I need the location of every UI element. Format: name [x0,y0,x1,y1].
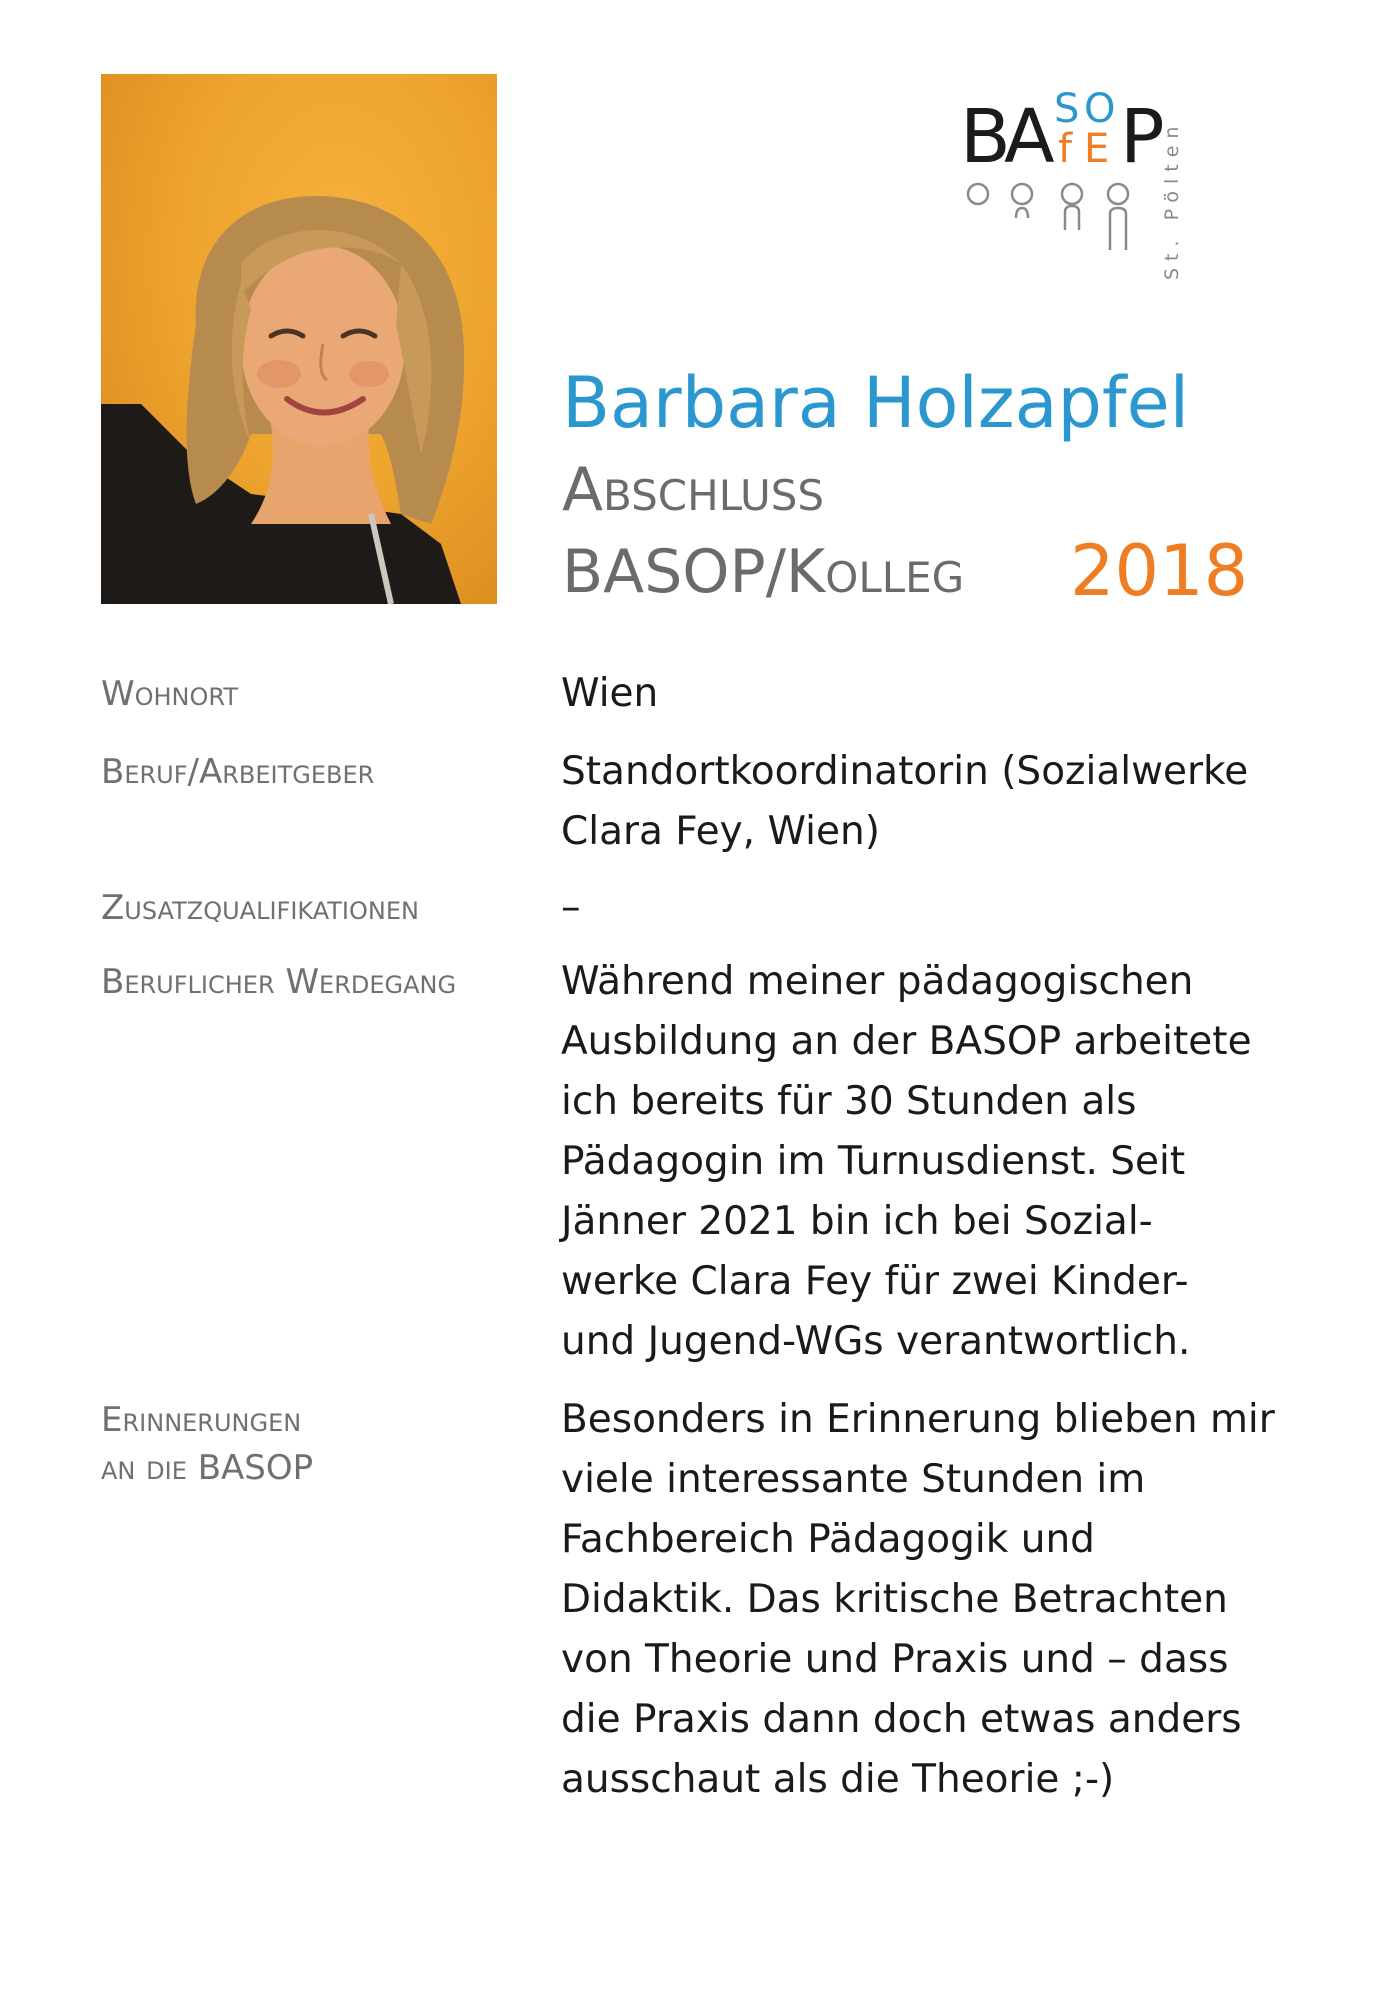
logo-location: St. Pölten [1161,119,1183,280]
person-name: Barbara Holzapfel [562,362,1190,444]
beruf-line: Standortkoordinatorin (Sozialwerke [561,749,1249,794]
erinnerungen-line: die Praxis dann doch etwas anders [561,1697,1242,1742]
beruf-value [561,742,1301,862]
erinnerungen-line: Fachbereich Pädagogik und [561,1517,1095,1562]
logo-letter-p: P [1120,94,1165,180]
portrait-photo [101,74,497,604]
zusatz-label: Zusatzqualifikationen [101,888,419,928]
logo-letter-b: B [960,94,1011,180]
werdegang-line: ich bereits für 30 Stunden als [561,1079,1137,1124]
erinnerungen-line: viele interessante Stunden im [561,1457,1146,1502]
erinnerungen-label [101,1396,541,1492]
erinnerungen-line: Didaktik. Das kritische Betrachten [561,1577,1228,1622]
wohnort-value: Wien [561,671,659,716]
erinnerungen-label-line: an die BASOP [101,1448,314,1488]
erinnerungen-value [561,1390,1301,1810]
wohnort-label: Wohnort [101,674,238,714]
basop-logo [960,70,1210,285]
logo-letter-s: S [1054,86,1080,132]
abschluss-heading: Abschluss [562,455,825,525]
erinnerungen-label-line: Erinnerungen [101,1400,302,1440]
beruf-line: Clara Fey, Wien) [561,809,880,854]
werdegang-line: Jänner 2021 bin ich bei Sozial- [561,1199,1153,1244]
werdegang-line: Während meiner pädagogischen [561,959,1194,1004]
logo-letter-f: f [1058,126,1073,172]
werdegang-line: Pädagogin im Turnusdienst. Seit [561,1139,1186,1184]
erinnerungen-line: von Theorie und Praxis und – dass [561,1637,1229,1682]
kolleg-heading: BASOP/Kolleg [562,537,965,607]
werdegang-line: und Jugend-WGs verantwortlich. [561,1319,1191,1364]
basop-logo-mark [960,70,1210,285]
logo-letter-o: O [1084,86,1116,132]
beruf-label: Beruf/Arbeitgeber [101,752,375,792]
graduation-year: 2018 [1070,530,1249,612]
erinnerungen-line: Besonders in Erinnerung blieben mir [561,1397,1275,1442]
zusatz-value: – [561,885,581,930]
logo-letter-e: E [1084,126,1110,172]
logo-letter-a: A [1004,94,1055,180]
werdegang-label: Beruflicher Werdegang [101,962,457,1002]
logo-figures [968,184,1128,250]
werdegang-value [561,952,1301,1372]
erinnerungen-line: ausschaut als die Theorie ;-) [561,1757,1115,1802]
portrait-illustration [101,74,497,604]
werdegang-line: Ausbildung an der BASOP arbeitete [561,1019,1252,1064]
werdegang-line: werke Clara Fey für zwei Kinder- [561,1259,1189,1304]
